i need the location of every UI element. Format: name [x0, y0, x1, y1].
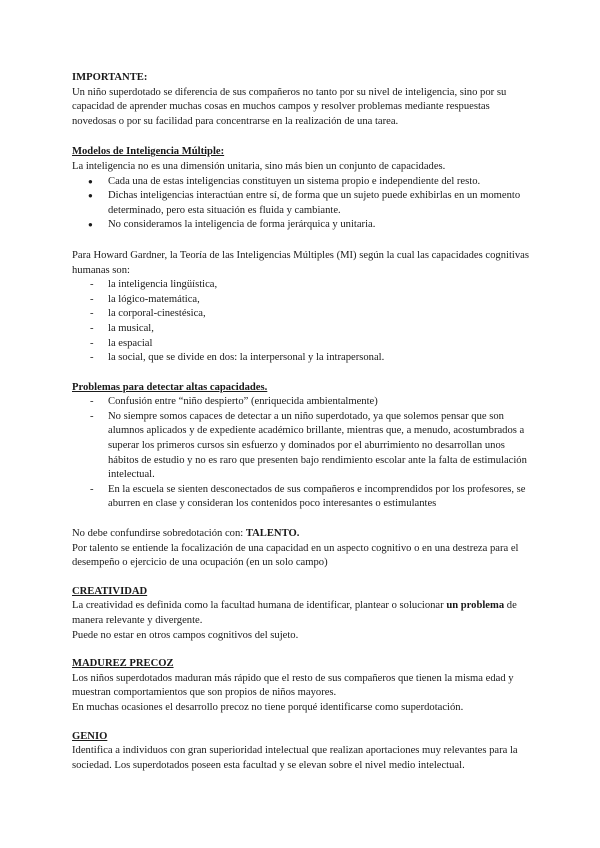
- creatividad-heading: CREATIVIDAD: [72, 585, 148, 597]
- creatividad-text-suffix: de manera relevante y divergente.: [72, 600, 517, 626]
- importante-heading: IMPORTANTE:: [72, 72, 148, 83]
- list-item: - la inteligencia lingüística,: [72, 278, 532, 293]
- list-item: - la lógico-matemática,: [72, 293, 532, 308]
- problemas-heading: Problemas para detectar altas capacidades.: [72, 381, 268, 393]
- genio-text: Identifica a individuos con gran superioridad intelectual que realizan aportaciones muy relevantes para la sociedad. Los superdotados poseen esta facultad y se elevan sobre el nivel medio intelectual.: [72, 745, 518, 771]
- list-item: ● No consideramos la inteligencia de forma jerárquica y unitaria.: [72, 218, 532, 233]
- creatividad-text-bold: un problema: [446, 600, 505, 612]
- list-item: - En la escuela se sienten desconectados de sus compañeros e incomprendidos por los profesores, se aburren en clase y consideran los contenidos poco interesantes o estimulantes: [72, 483, 532, 512]
- list-item: - Confusión entre “niño despierto” (enriquecida ambientalmente): [72, 395, 532, 410]
- talento-keyword: TALENTO.: [245, 528, 300, 540]
- problemas-list: [72, 395, 532, 512]
- gardner-intro: Para Howard Gardner, la Teoría de las Inteligencias Múltiples (MI) según la cual las capacidades cognitivas humanas son:: [72, 249, 529, 276]
- creatividad-text-prefix: La creatividad es definida como la facultad humana de identificar, plantear o solucionar: [72, 600, 447, 612]
- gardner-list: [72, 278, 532, 366]
- modelos-bullet-list: [72, 175, 532, 233]
- modelos-intro: La inteligencia no es una dimensión unitaria, sino más bien un conjunto de capacidades.: [72, 160, 446, 172]
- list-item: - la espacial: [72, 337, 532, 352]
- list-item: - No siempre somos capaces de detectar a un niño superdotado, ya que solemos pensar que son alumnos aplicados y de expediente académico brillante, mientras que, a menudo, acostumbrados a superar los primeros cursos sin esfuerzo y dominados por el aburrimiento no desarrollan unos hábitos de estudio y no es raro que presenten bajo rendimiento escolar ante la falta de estimulación intelectual.: [72, 410, 532, 483]
- madurez-text-1: Los niños superdotados maduran más rápido que el resto de sus compañeros que tienen la misma edad y muestran comportamientos que son propios de niños mayores.: [72, 672, 514, 699]
- genio-heading: GENIO: [72, 730, 108, 742]
- list-item: - la corporal-cinestésica,: [72, 307, 532, 322]
- talento-prefix: No debe confundirse sobredotación con:: [72, 528, 246, 540]
- importante-text: Un niño superdotado se diferencia de sus compañeros no tanto por su nivel de inteligencia, sino por su capacidad de aprender muchas cosas en muchos campos y resolver problemas mediante respuestas novedosas o por su facilidad para concentrarse en la realización de una tarea.: [72, 86, 507, 127]
- madurez-text-2: En muchas ocasiones el desarrollo precoz no tiene porqué identificarse como superdotación.: [72, 701, 464, 713]
- modelos-heading: Modelos de Inteligencia Múltiple:: [72, 146, 225, 158]
- list-item: - la social, que se divide en dos: la interpersonal y la intrapersonal.: [72, 351, 532, 366]
- list-item: - la musical,: [72, 322, 532, 337]
- talento-definition: Por talento se entiende la focalización de una capacidad en un aspecto cognitivo o en una destreza para el desempeño o ejercicio de una ocupación (en un solo campo): [72, 542, 519, 569]
- talento-line: [72, 527, 532, 542]
- madurez-heading: MADUREZ PRECOZ: [72, 658, 174, 670]
- creatividad-text-2: Puede no estar en otros campos cognitivos del sujeto.: [72, 629, 299, 641]
- creatividad-text: [72, 599, 532, 628]
- list-item: ● Cada una de estas inteligencias constituyen un sistema propio e independiente del resto.: [72, 175, 532, 190]
- document-body: [72, 71, 532, 773]
- list-item: ● Dichas inteligencias interactúan entre sí, de forma que un sujeto puede exhibirlas en un momento determinado, pero esta situación es fluida y cambiante.: [72, 189, 532, 218]
